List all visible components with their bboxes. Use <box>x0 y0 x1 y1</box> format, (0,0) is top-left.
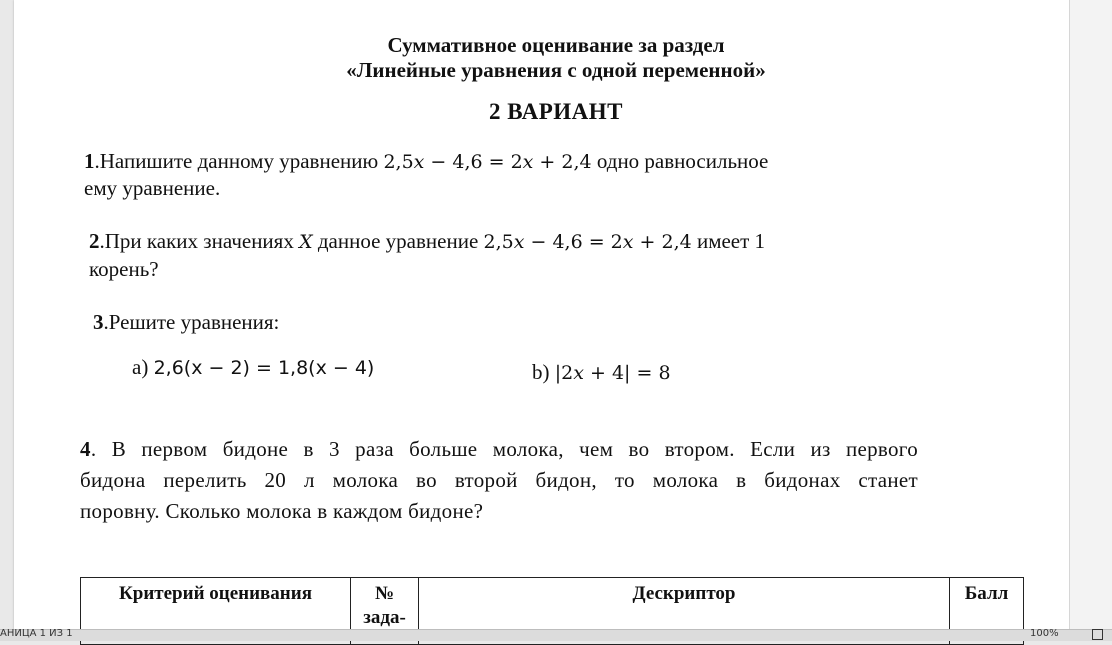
task-2-text-after: имеет 1 <box>691 229 766 253</box>
task-4-line1-text: . В первом бидоне в 3 раза больше молока, чем во втором. Если из первого <box>90 437 918 461</box>
scrollbar-area[interactable] <box>1069 0 1112 630</box>
task-2-number: 2 <box>89 229 100 253</box>
criteria-header-descriptor: Дескриптор <box>419 578 950 645</box>
task-4-line2: бидона перелить 20 л молока во второй бидон, то молока в бидонах станет <box>80 468 918 492</box>
task-3b-equation: |2𝑥 + 4| = 8 <box>554 362 671 384</box>
zoom-level[interactable]: 100% <box>1030 628 1059 639</box>
task-1-equation: 2,5𝑥 − 4,6 = 2𝑥 + 2,4 <box>383 151 592 173</box>
criteria-header-score: Балл <box>950 578 1024 645</box>
task-3-text: .Решите уравнения: <box>103 310 280 334</box>
document-title-line1: Суммативное оценивание за раздел <box>387 33 725 57</box>
page-counter: АНИЦА 1 ИЗ 1 <box>0 628 73 639</box>
task-3 <box>93 309 279 335</box>
task-2-equation: 2,5𝑥 − 4,6 = 2𝑥 + 2,4 <box>483 231 692 253</box>
task-4-number: 4 <box>80 437 91 461</box>
task-2-text-middle: данное уравнение <box>312 229 484 253</box>
task-3a <box>132 355 374 380</box>
task-1-line2: ему уравнение. <box>84 176 221 200</box>
task-3a-label: а) <box>132 355 149 379</box>
task-3-number: 3 <box>93 310 104 334</box>
task-2-text: .При каких значениях <box>99 229 300 253</box>
task-3b-label: b) <box>532 360 550 384</box>
task-1-text-after: одно равносильное <box>591 149 769 173</box>
variant-heading: 2 ВАРИАНТ <box>488 99 624 124</box>
task-2-variable: 𝑋 <box>299 231 313 253</box>
task-1 <box>84 148 768 175</box>
document-title-line2: «Линейные уравнения с одной переменной» <box>346 58 766 82</box>
task-4 <box>80 434 918 527</box>
status-bar <box>0 629 1112 641</box>
criteria-header-criterion: Критерий оценивания <box>81 578 351 645</box>
task-1-number: 1 <box>84 149 95 173</box>
task-4-line3: поровну. Сколько молока в каждом бидоне? <box>80 499 484 523</box>
criteria-header-task-number: № зада- <box>351 578 419 645</box>
task-2 <box>89 228 765 255</box>
task-3b <box>532 360 671 385</box>
task-2-line2: корень? <box>89 257 159 281</box>
layout-icon[interactable] <box>1092 629 1103 640</box>
task-4-line1 <box>80 434 918 465</box>
task-3a-equation: 2,6(x − 2) = 1,8(x − 4) <box>153 357 375 379</box>
task-1-text: .Напишите данному уравнению <box>94 149 384 173</box>
